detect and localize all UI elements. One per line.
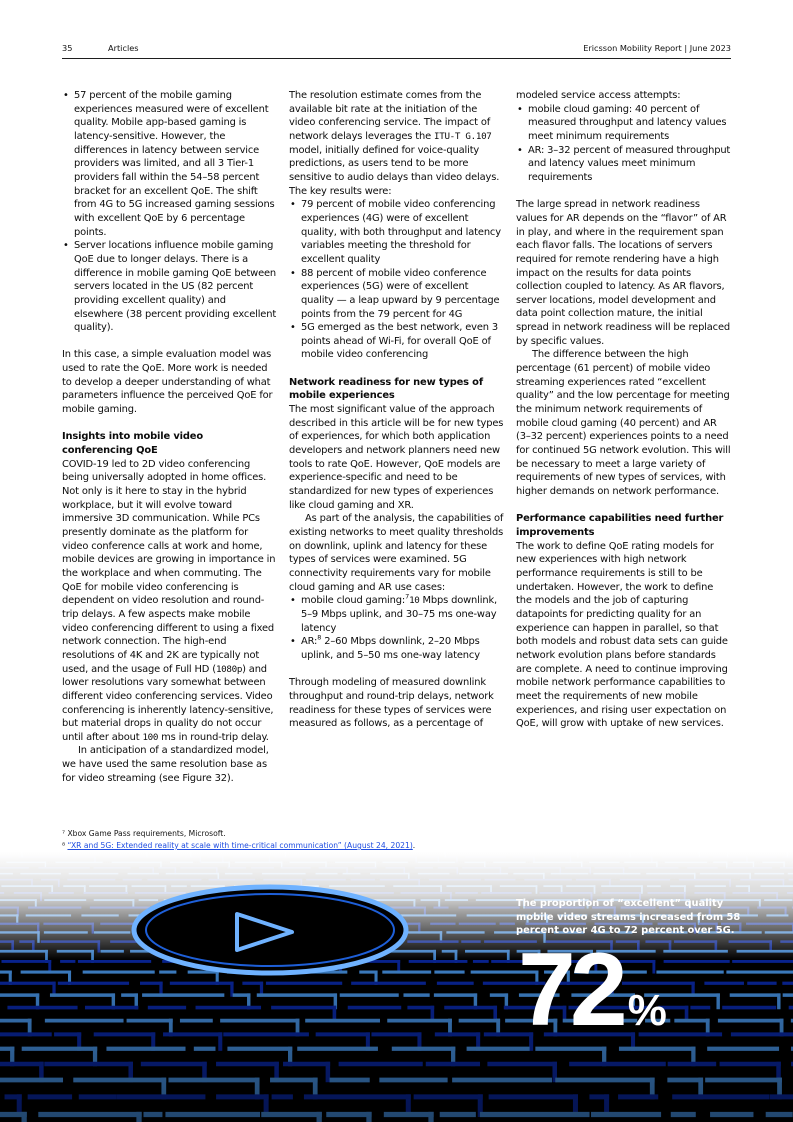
list-item: • Server locations influence mobile gaming QoE due to longer delays. There is a difference in mobile gaming QoE between servers located in the US (82 percent providing excellent quality) and elsewhere (38 percent providing excellent quality). [62,239,277,335]
gaming-results-list [62,89,277,335]
paragraph: The most significant value of the approach described in this article will be for new types of experiences, for which both application developers and network planners need new tools to rate QoE. However, QoE models are experience-specific and need to be standardized for new types of experiences like cloud gaming and XR. [289,404,504,511]
list-item: • AR: 3–32 percent of measured throughput and latency values meet minimum requirements [516,144,731,185]
list-item: • mobile cloud gaming: 40 percent of measured throughput and latency values meet minimum requirements [516,103,731,144]
paragraph: COVID-19 led to 2D video conferencing being universally adopted in home offices. Not only is it here to stay in the hybrid workplace, but it will evolve toward immersive 3D communication. While PCs presently dominate as the platform for video conference calls at work and home, mobile devices are growing in importance in the workplace and when commuting. The QoE for mobile video conferencing is dependent on video resolution and round-trip delays. A few aspects make mobile video conferencing different to using a fixed network connection. The high-end resolutions of 4K and 2K are typically not used, and the usage of Full HD (1080p) and lower resolutions vary somewhat between different video conferencing services. Video conferencing is inherently latency-sensitive, but material drops in quality do not occur until after about 100 ms in round-trip delay. [62,458,276,743]
play-icon [134,887,406,973]
maze-artwork [0,852,793,1122]
section-heading: Insights into mobile video conferencing QoE [62,431,203,457]
paragraph: Through modeling of measured downlink throughput and round-trip delays, network readiness for these types of services were measured as follows, as a percentage of [289,677,494,730]
publication-title: Ericsson Mobility Report | June 2023 [583,43,731,53]
list-item: • mobile cloud gaming:$^7$10 Mbps downlink, 5–9 Mbps uplink, and 30–75 ms one-way latency [289,594,504,635]
column-3 [516,89,731,731]
paragraph: The difference between the high percentage (61 percent) of mobile video streaming experiences rated “excellent quality” and the low percentage for meeting the minimum network requirements of mobile cloud gaming (40 percent) and AR (3–32 percent) experiences points to a need for continued 5G network evolution. This will be necessary to meet a large variety of requirements of new types of services, with higher demands on network performance. [516,349,731,498]
section-label: Articles [108,43,139,53]
list-item: • 57 percent of the mobile gaming experiences measured were of excellent quality. Mobile app-based gaming is latency-sensitive. However, the differences in latency between service providers was limited, and all 3 Tier-1 providers fall within the 54–58 percent bracket for an excellent QoE. The shift from 4G to 5G increased gaming sessions with excellent QoE by 6 percentage points. [62,89,277,239]
column-1 [62,89,277,785]
section-heading: Performance capabilities need further improvements [516,513,724,538]
readiness-list [516,103,731,185]
list-item: • 5G emerged as the best network, even 3 points ahead of Wi-Fi, for overall QoE of mobile video conferencing [289,321,504,362]
paragraph: The work to define QoE rating models for new experiences with high network performance requirements is still to be undertaken. However, the work to define the models and the job of capturing datapoints for predicting quality for an experience can happen in parallel, so that both models and robust data sets can guide network evolution plans before standards are complete. A need to continue improving mobile network performance capabilities to meet the requirements of new mobile experiences, and rising user expectation on QoE, will grow with uptake of new services. [516,540,728,730]
page-number: 35 [62,43,73,53]
footnote-8: ⁸ “XR and 5G: Extended reality at scale with time-critical communication” (August 24, 2021). [62,841,416,850]
list-item: • 88 percent of mobile video conference experiences (5G) were of excellent quality — a leap upward by 9 percentage points from the 79 percent for 4G [289,267,504,322]
conferencing-results-list [289,198,504,362]
paragraph: modeled service access attempts: [516,90,681,101]
list-item: • 79 percent of mobile video conferencing experiences (4G) were of excellent quality, with both throughput and latency variables meeting the threshold for excellent quality [289,198,504,266]
paragraph: In this case, a simple evaluation model was used to rate the QoE. More work is needed to develop a deeper understanding of what parameters influence the perceived QoE for mobile gaming. [62,349,273,416]
paragraph: The large spread in network readiness values for AR depends on the “flavor” of AR in play, and where in the requirement span each flavor falls. The locations of servers required for remote rendering have a high impact on the results for data points collection coupled to latency. As AR flavors, server locations, model development and data point collection mature, the initial spread in network readiness will be replaced by specific values. [516,199,731,347]
statistic-number: 72 [518,932,622,1048]
footnote-8-link[interactable]: “XR and 5G: Extended reality at scale with time-critical communication” (August 24, 2021) [67,841,413,850]
footnote-7: ⁷ Xbox Game Pass requirements, Microsoft. [62,829,226,838]
statistic-unit: % [627,986,667,1035]
header-rule [62,58,731,59]
column-2 [289,89,504,731]
paragraph: As part of the analysis, the capabilities of existing networks to meet quality thresholds on downlink, uplink and latency for these types of services were examined. 5G connectivity requirements vary for mobile cloud gaming and AR use cases: [289,513,504,593]
paragraph: In anticipation of a standardized model, we have used the same resolution base as for video streaming (see Figure 32). [62,745,269,784]
list-item: • AR:$^8$ 2–60 Mbps downlink, 2–20 Mbps uplink, and 5–50 ms one-way latency [289,635,504,662]
paragraph: The resolution estimate comes from the available bit rate at the initiation of the video conferencing service. The impact of network delays leverages the ITU-T G.107 model, initially defined for voice-quality predictions, as users tend to be more sensitive to audio delays than video delays. The key results were: [289,90,500,197]
callout-text: The proportion of “excellent” quality mobile video streams increased from 58 percent over 4G to 72 percent over 5G. [516,898,741,937]
big-statistic [518,932,667,1048]
section-heading: Network readiness for new types of mobile experiences [289,376,483,402]
requirements-list [289,594,504,662]
